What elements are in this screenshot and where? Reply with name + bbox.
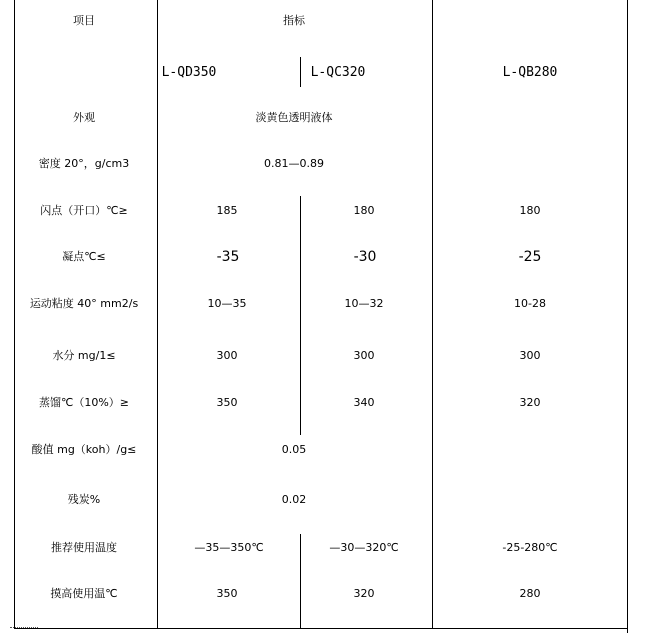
row-value-recommended-temp-qb: -25-280℃	[502, 541, 558, 554]
row-label-flash-point: 闪点（开口）℃≥	[40, 204, 128, 217]
row-label-appearance: 外观	[73, 111, 95, 124]
row-value-flash-point-qd: 185	[216, 204, 238, 217]
row-label-recommended-temp: 推荐使用温度	[51, 541, 117, 554]
row-value-water-qd: 300	[216, 349, 238, 362]
table-label-column-divider	[157, 0, 158, 628]
row-label-viscosity: 运动粘度 40° mm2/s	[29, 297, 139, 310]
row-merged-carbon-residue: 0.02	[281, 493, 307, 506]
table-left-border	[14, 0, 15, 628]
row-value-pour-point-qc: -30	[353, 249, 377, 265]
grade-separator-middle	[300, 196, 301, 435]
row-value-pour-point-qd: -35	[216, 249, 240, 265]
row-label-density: 密度 20°，g/cm3	[38, 157, 130, 170]
table-grade-column-divider	[432, 0, 433, 628]
row-merged-density: 0.81—0.89	[264, 157, 324, 170]
row-value-distillation-qb: 320	[519, 396, 541, 409]
row-value-max-temp-qc: 320	[353, 587, 375, 600]
row-value-viscosity-qc: 10—32	[344, 297, 384, 310]
grade-separator-upper	[300, 57, 301, 87]
row-value-distillation-qc: 340	[353, 396, 375, 409]
table-right-border	[627, 0, 628, 633]
row-value-recommended-temp-qc: —30—320℃	[329, 541, 399, 554]
row-value-max-temp-qd: 350	[216, 587, 238, 600]
table-bottom-border	[14, 628, 628, 629]
row-value-flash-point-qc: 180	[353, 204, 375, 217]
row-value-flash-point-qb: 180	[519, 204, 541, 217]
row-label-water: 水分 mg/1≤	[52, 349, 116, 362]
row-value-water-qc: 300	[353, 349, 375, 362]
row-label-max-temp: 摸高使用温℃	[50, 587, 118, 600]
row-label-distillation: 蒸馏℃（10%）≥	[38, 396, 130, 409]
row-label-acid-value: 酸值 mg（koh）/g≤	[31, 443, 137, 456]
row-value-distillation-qd: 350	[216, 396, 238, 409]
row-label-carbon-residue: 残炭%	[67, 493, 101, 506]
row-value-water-qb: 300	[519, 349, 541, 362]
row-label-pour-point: 凝点℃≤	[62, 250, 106, 263]
row-merged-appearance: 淡黄色透明液体	[255, 111, 333, 124]
page-edge-marker	[10, 627, 38, 632]
grade-separator-lower	[300, 534, 301, 628]
row-value-max-temp-qb: 280	[519, 587, 541, 600]
header-item-label: 项目	[73, 14, 95, 27]
grade-qc320: L-QC320	[310, 65, 366, 80]
row-value-pour-point-qb: -25	[518, 249, 542, 265]
header-spec-label: 指标	[283, 14, 305, 27]
grade-qb280: L-QB280	[502, 65, 558, 80]
row-value-recommended-temp-qd: —35—350℃	[194, 541, 264, 554]
grade-qd350: L-QD350	[161, 65, 217, 80]
row-value-viscosity-qd: 10—35	[207, 297, 247, 310]
row-merged-acid-value: 0.05	[281, 443, 307, 456]
row-value-viscosity-qb: 10-28	[514, 297, 546, 310]
